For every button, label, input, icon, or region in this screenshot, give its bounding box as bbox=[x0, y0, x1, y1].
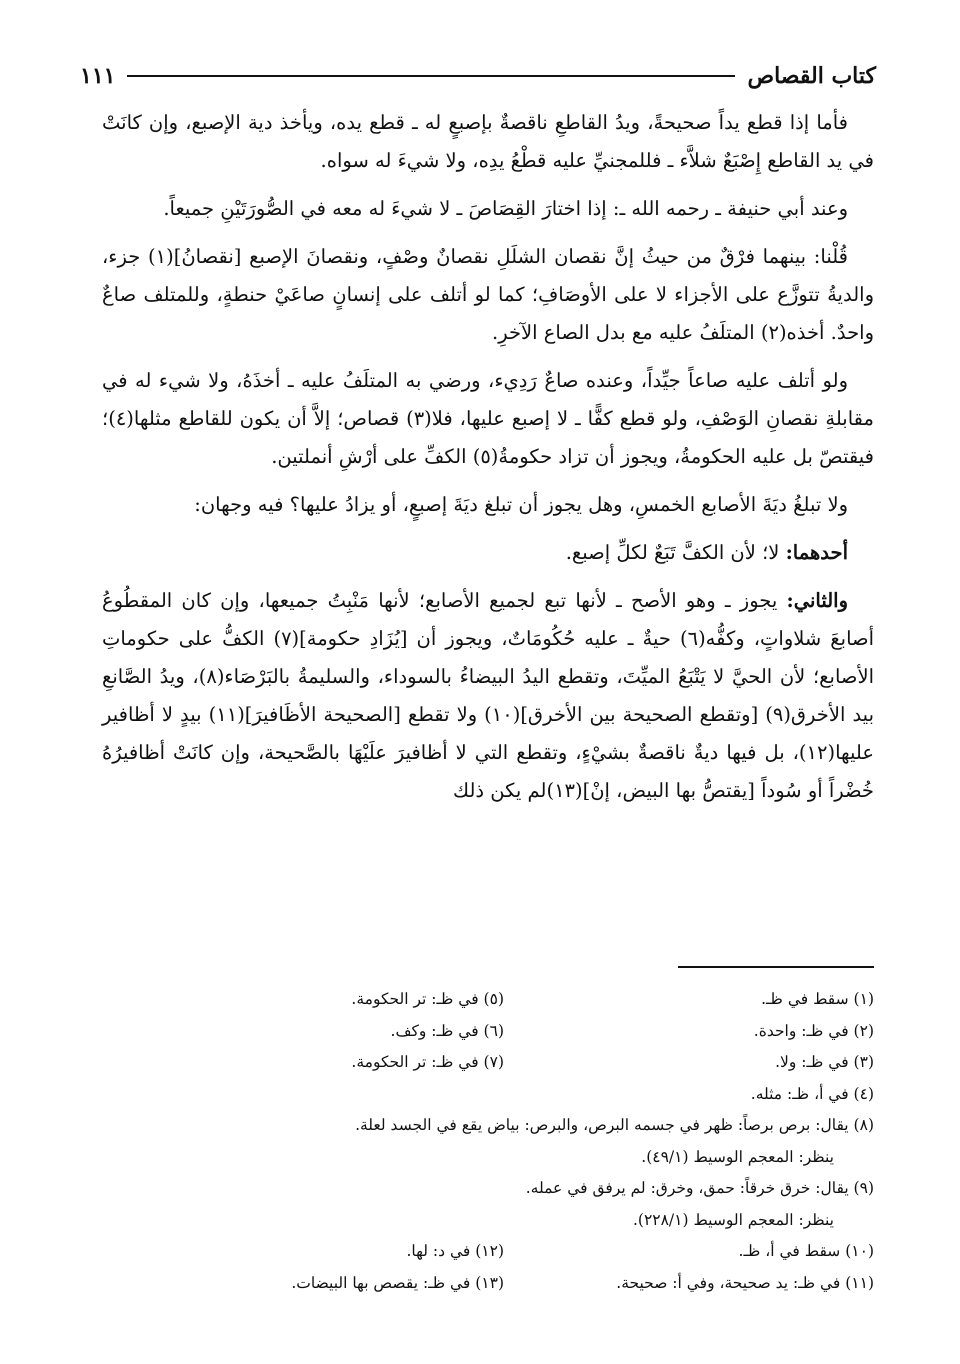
footnote: (١) سقط في ظـ. bbox=[761, 990, 874, 1008]
footnote: (٥) في ظـ: تر الحكومة. bbox=[351, 990, 504, 1008]
paragraph-text: يجوز ـ وهو الأصح ـ لأنها تبع لجميع الأصابع؛ لأنها مَنْبِتُ جميعها، وإن كان المقطُوعُ أصابعَ شلاواتٍ، وكفُّه(٦) حيةٌ ـ عليه حُكُومَاتٌ، ويجوز أن [يُزَادِ حكومة](٧) الكفُّ على حكوماتِ الأصابع؛ لأن الحيَّ لا يَتْبَعُ الميِّتَ، وتقطع اليدُ البيضاءُ بالسوداء، والسليمةُ بالبَرْصَاء(٨)، ويدُ الصَّانعِ بيد الأخرق(٩) [وتقطع الصحيحة بين الأخرق](١٠) ولا تقطع [الصحيحة الأظَافيرَ](١١) بيدٍ لا أظافير عليها(١٢)، بل فيها ديةٌ ناقصةٌ بشيْءٍ، وتقطع التي لا أظافيرَ علَيْهَا بالصَّحيحة، وإن كانَتْ أظافيرُهُ خُضْراً أو سُوداً [يقتصُّ بها البيض، إنْ](١٣)لم يكن ذلك bbox=[102, 589, 874, 802]
paragraph-text: لا؛ لأن الكفَّ تَبَعٌ لكلِّ إصبع. bbox=[565, 541, 786, 564]
paragraph-text: قُلْنا: بينهما فرْقٌ من حيثُ إنَّ نقصان الشلَلِ نقصانٌ وصْفٍ، ونقصانَ الإصبع [نقصانُ](١) جزء، والديةُ تتوزَّع على الأجزاء لا على الأوصَافِ؛ كما لو أتلف على إنسانٍ صاعَيْ حنطةٍ، وللمتلف صاعٌ واحدٌ. أخذه(٢) المتلَفُ عليه مع بدل الصاع الآخرِ. bbox=[102, 245, 874, 344]
footnote: (٧) في ظـ: تر الحكومة. bbox=[351, 1053, 504, 1071]
footnote: (١٠) سقط في أ، ظـ. bbox=[738, 1242, 874, 1260]
paragraph-7 bbox=[102, 582, 874, 810]
footnote-row bbox=[102, 1016, 874, 1048]
paragraph-4 bbox=[102, 362, 874, 476]
chapter-title: كتاب القصاص bbox=[747, 63, 876, 89]
footnote-row bbox=[102, 1268, 874, 1300]
footnote-row bbox=[102, 1079, 874, 1111]
paragraph-6 bbox=[102, 534, 874, 572]
footnote: (٤) في أ، ظـ: مثله. bbox=[750, 1084, 874, 1103]
main-text bbox=[102, 104, 874, 820]
paragraph-2 bbox=[102, 190, 874, 228]
page-number: ١١١ bbox=[80, 63, 116, 89]
paragraph-text: فأما إذا قطع يداً صحيحةً، ويدُ القاطعِ ناقصةٌ بإصبعٍ له ـ قطع يده، ويأخذ دية الإصبع، وإن كانَتْ في يد القاطع إِصْبَعٌ شلاَّء ـ فللمجنيِّ عليه قطْعُ يدِه، ولا شيءَ له سواه. bbox=[102, 111, 874, 172]
footnote-row bbox=[102, 984, 874, 1016]
paragraph-text: ولو أتلف عليه صاعاً جيِّداً، وعنده صاعٌ رَدِيء، ورضي به المتلَفُ عليه ـ أخذَهُ، ولا شيء له في مقابلةِ نقصانِ الوَصْفِ، ولو قطع كفًّا ـ لا إصبع عليها، فلا(٣) قصاص؛ إلاَّ أن يكون للقاطع مثلها(٤)؛ فيقتصّ بل عليه الحكومةُ، ويجوز أن تزاد حكومةُ(٥) الكفِّ على أرْشِ أنملتين. bbox=[102, 369, 874, 468]
footnote: (١١) في ظـ: يد صحيحة، وفي أ: صحيحة. bbox=[616, 1273, 874, 1292]
footnote: (٨) يقال: برص برصاً: ظهر في جسمه البرص، والبرص: بياض يقع في الجسد لعلة. bbox=[355, 1116, 874, 1134]
footnote-reference: ينظر: المعجم الوسيط (٢٢٨/١). bbox=[632, 1210, 834, 1229]
footnote: (٣) في ظـ: ولا. bbox=[775, 1053, 874, 1071]
paragraph-3 bbox=[102, 238, 874, 352]
footnote-row bbox=[102, 1236, 874, 1268]
footnote: (٦) في ظـ: وكف. bbox=[390, 1021, 504, 1040]
footnote-reference: ينظر: المعجم الوسيط (٤٩/١). bbox=[641, 1147, 834, 1166]
footnote-row bbox=[102, 1047, 874, 1079]
paragraph-lead: أحدهما: bbox=[785, 541, 848, 564]
footnote: (٢) في ظـ: واحدة. bbox=[753, 1021, 874, 1040]
footnote: (١٣) في ظـ: يقصص بها البيضات. bbox=[291, 1273, 504, 1292]
paragraph-text: وعند أبي حنيفة ـ رحمه الله ـ: إذا اختارَ القِصَاصَ ـ لا شيءَ له معه في الصُّورَتَيْنِ جميعاً. bbox=[163, 197, 848, 220]
header-rule bbox=[127, 75, 735, 77]
footnote-rule bbox=[678, 966, 874, 968]
footnote: (١٢) في د: لها. bbox=[406, 1242, 504, 1260]
paragraph-lead: والثاني: bbox=[786, 589, 848, 612]
footnote: (٩) يقال: خرق خرقاً: حمق، وخرق: لم يرفق في عمله. bbox=[525, 1179, 874, 1197]
paragraph-text: ولا تبلغُ ديَةَ الأصابع الخمسِ، وهل يجوز أن تبلغ ديَةَ إصبعٍ، أو يزادُ عليها؟ فيه وجهان: bbox=[194, 493, 848, 516]
footnote bbox=[102, 1079, 504, 1111]
paragraph-1 bbox=[102, 104, 874, 180]
paragraph-5 bbox=[102, 486, 874, 524]
footnotes bbox=[102, 984, 874, 1299]
page-header bbox=[80, 58, 876, 94]
